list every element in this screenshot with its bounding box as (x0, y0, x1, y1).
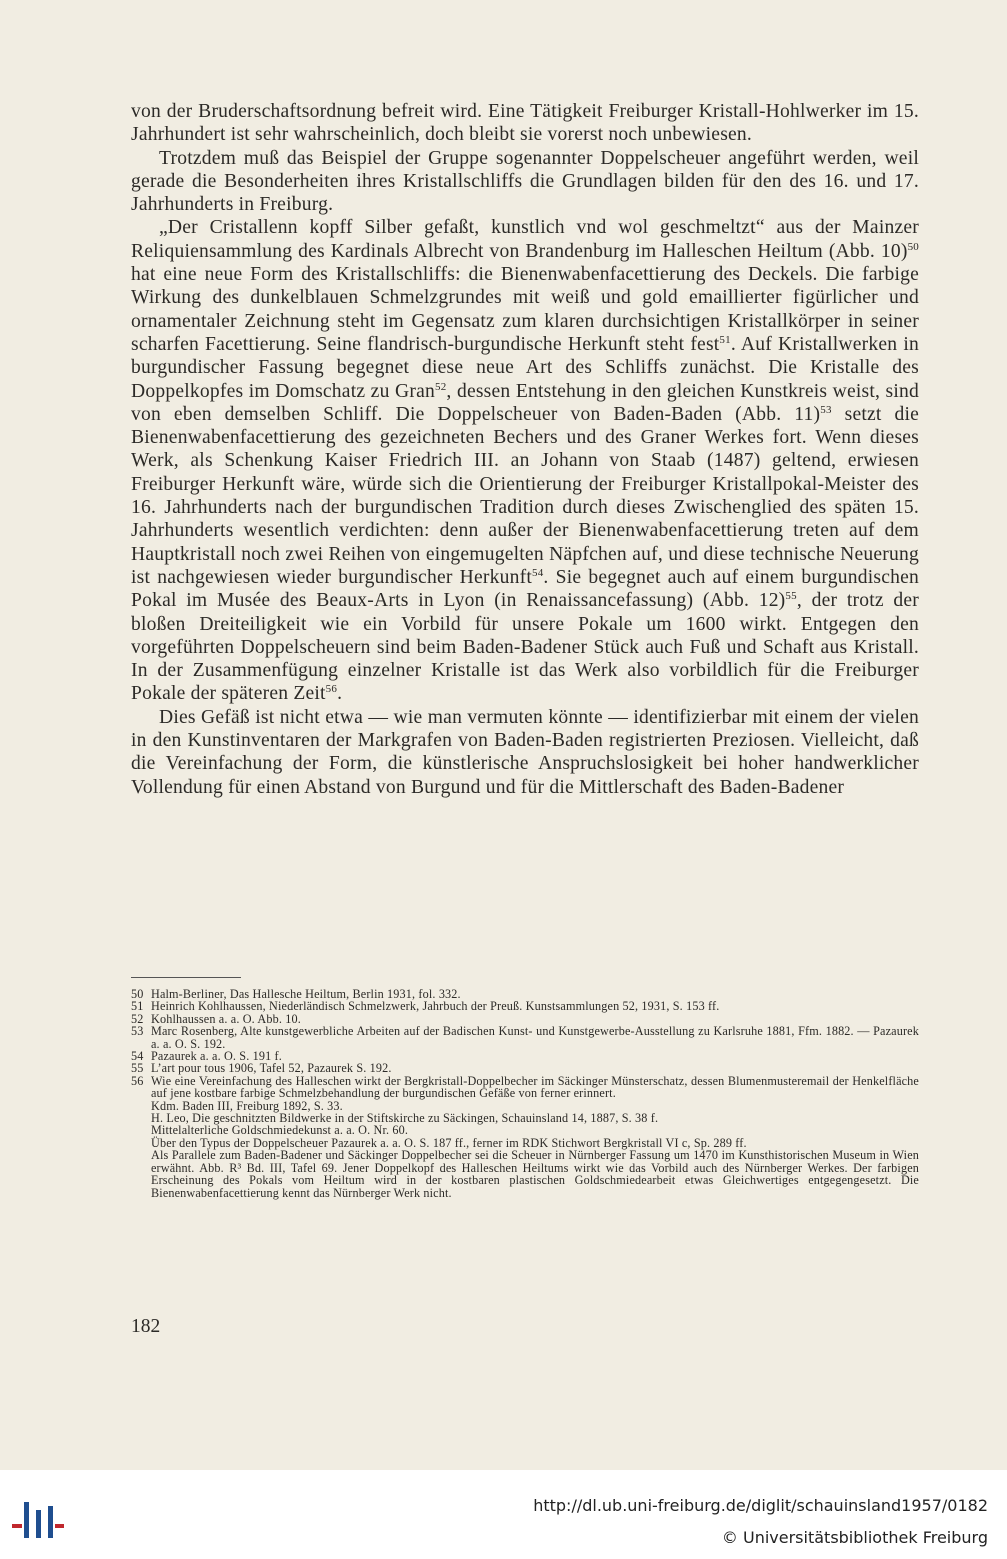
footnote-ref-50: 50 (907, 240, 919, 253)
paragraph-3: „Der Cristallenn kopff Silber gefaßt, kunstlich vnd wol geschmeltzt“ aus der Mainzer Reliquiensammlung des Kardinals Albrecht von Brandenburg im Halleschen Heiltum (Abb. 10)$^{50}$ hat eine neue Form des Kristallschliffs: die Bienenwabenfacettierung des Deckels. Die farbige Wirkung des dunkelblauen Schmelzgrundes mit weiß und gold emaillierter figürlicher und ornamentaler Zeichnung steht im Gegensatz zum klaren durchsichtigen Kristallkörper in seiner scharfen Facettierung. Seine flandrisch-burgundische Herkunft steht fest$^{51}$. Auf Kristallwerken in burgundischer Fassung begegnet diese neue Art des Schliffs zunächst. Die Kristalle des Doppelkopfes im Domschatz zu Gran$^{52}$, dessen Entstehung in den gleichen Kunstkreis weist, sind von eben demselben Schliff. Die Doppelscheuer von Baden-Baden (Abb. 11)$^{53}$ setzt die Bienenwabenfacettierung des gezeichneten Bechers und des Graner Werkes fort. Wenn dieses Werk, als Schenkung Kaiser Friedrich III. an Johann von Staab (1487) geltend, erwiesen Freiburger Herkunft wäre, würde sich die Orientierung der Freiburger Kristallpokal-Meister des 16. Jahrhunderts nach der burgundischen Tradition durch dieses Zwischenglied des späten 15. Jahrhunderts wesentlich verdichten: denn außer der Bienenwabenfacettierung treten auf dem Hauptkristall noch zwei Reihen von eingemugelten Näpfchen auf, und diese technische Neuerung ist nachgewiesen wieder burgundischer Herkunft$^{54}$. Sie begegnet auch auf einem burgundischen Pokal im Musée des Beaux-Arts in Lyon (in Renaissancefassung) (Abb. 12)$^{55}$, der trotz der bloßen Dreiteiligkeit wie ein Vorbild für unsere Pokale um 1600 wirkt. Entgegen den vorgeführten Doppelscheuern sind beim Baden-Badener Stück auch Fuß und Schaft aus Kristall. In der Zusammenfügung einzelner Kristalle ist das Werk also vorbildlich für die Freiburger Pokale der späteren Zeit$^{56}$. (131, 217, 920, 705)
footnote-52: 52 Kohlhaussen a. a. O. Abb. 10. (131, 1011, 301, 1026)
logo-bar-right (48, 1506, 53, 1538)
footnote-53: 53 Marc Rosenberg, Alte kunstgewerbliche Arbeiten auf der Badischen Kunst- und Kunstgewerbe-Ausstellung zu Karlsruhe 1881, Ffm. 1882. — Pazaurek a. a. O. S. 192. (131, 1024, 919, 1051)
footnote-50: 50 Halm-Berliner, Das Hallesche Heiltum, Berlin 1931, fol. 332. (131, 987, 461, 1001)
logo-dash-right (55, 1524, 64, 1528)
paragraph-4: Dies Gefäß ist nicht etwa — wie man vermuten könnte — identifizierbar mit einem der vielen in den Kunstinventaren der Markgrafen von Baden-Baden registrierten Preziosen. Vielleicht, daß die Vereinfachung der Form, die künstlerische Anspruchslosigkeit bei hoher handwerklicher Vollendung für einen Abstand von Burgund und für die Mittlerschaft des Baden-Badener (131, 706, 919, 798)
permalink-url[interactable]: http://dl.ub.uni-freiburg.de/diglit/schauinsland1957/0182 (533, 1496, 988, 1515)
page-number: 182 (131, 1316, 161, 1337)
footnotes (131, 988, 919, 1199)
footnote-ref-56: 56 (325, 683, 338, 696)
footnote-54: 54 Pazaurek a. a. O. S. 191 f. (131, 1049, 282, 1064)
library-logo-icon (10, 1500, 66, 1540)
paragraph-1: von der Bruderschaftsordnung befreit wird. Eine Tätigkeit Freiburger Kristall-Hohlwerker im 15. Jahrhundert ist sehr wahrscheinlich, doch bleibt sie vorerst noch unbewiesen. (131, 101, 919, 146)
footnote-ref-54: 54 (532, 566, 544, 579)
logo-bar-mid (36, 1510, 41, 1538)
logo-bar-left (24, 1502, 29, 1538)
footnote-55: 55 L’art pour tous 1906, Tafel 52, Pazaurek S. 192. (131, 1061, 392, 1076)
logo-dash-left (12, 1524, 22, 1528)
footnote-divider (131, 977, 241, 978)
footnote-ref-52: 52 (435, 380, 447, 393)
footnote-ref-55: 55 (785, 590, 797, 603)
footnote-ref-53: 53 (820, 403, 832, 416)
copyright-notice: © Universitätsbibliothek Freiburg (721, 1528, 988, 1547)
footnote-ref-51: 51 (719, 333, 731, 346)
footnote-51: 51 Heinrich Kohlhaussen, Niederländisch Schmelzwerk, Jahrbuch der Preuß. Kunstsammlungen 52, 1931, S. 153 ff. (131, 999, 720, 1014)
paragraph-2: Trotzdem muß das Beispiel der Gruppe sogenannter Doppelscheuer angeführt werden, weil gerade die Besonderheiten ihres Kristallschliffs die Grundlagen bilden für den des 16. und 17. Jahrhunderts in Freiburg. (131, 147, 919, 216)
footnote-56: 56 Wie eine Vereinfachung des Halleschen wirkt der Bergkristall-Doppelbecher im Säckinger Münsterschatz, dessen Blumenmusteremail der Henkelfläche auf jene kostbare farbige Schmelzbehandlung der burgundischen Gefäße von ferner erinnert. Kdm. Baden III, Freiburg 1892, S. 33. H. Leo, Die geschnitzten Bildwerke in der Stiftskirche zu Säckingen, Schauinsland 14, 1887, S. 38 f. Mittelalterliche Goldschmiedekunst a. a. O. Nr. 60. Über den Typus der Doppelscheuer Pazaurek a. a. O. S. 187 ff., ferner im RDK Stichwort Bergkristall VI c, Sp. 289 ff. Als Parallele zum Baden-Badener und Säckinger Doppelbecher sei die Scheuer in Nürnberger Fassung um 1470 im Kunsthistorischen Museum in Wien erwähnt. Abb. R³ Bd. III, Tafel 69. Jener Doppelkopf des Halleschen Heiltums wirkt wie das Vorbild auch des Nürnberger Werkes. Der farbigen Erscheinung des Pokals vom Heiltum wird in der kostbaren plastischen Goldschmiedearbeit etwas Gleichwertiges entgegengesetzt. Die Bienenwabenfacettierung kennt das Nürnberger Werk nicht. (131, 1073, 919, 1200)
main-text (131, 100, 919, 799)
